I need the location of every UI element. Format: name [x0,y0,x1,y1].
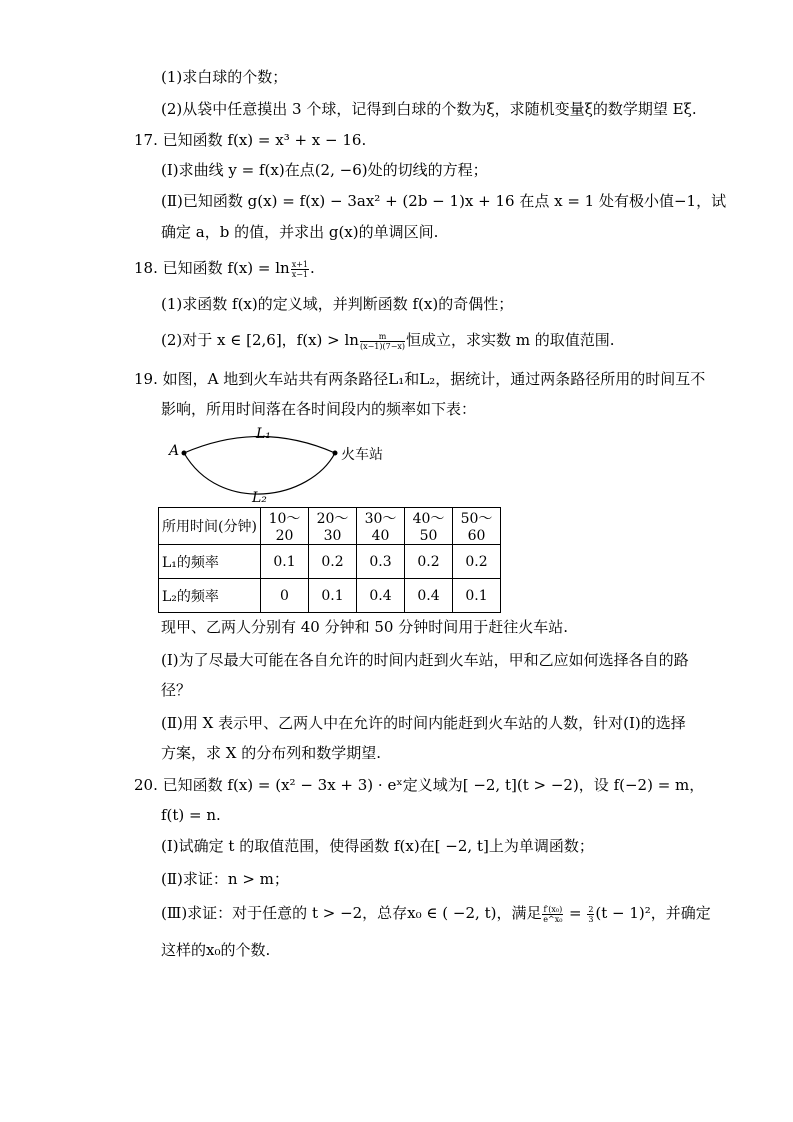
q18-frac-denominator: x−1 [291,269,308,279]
table-header-row [159,508,501,545]
q19-part1-line2: 径？ [161,681,192,699]
q17-part2-line2: 确定 a，b 的值，并求出 g(x)的单调区间. [161,223,439,241]
q18-part2-post: 恒成立，求实数 m 的取值范围. [406,331,615,349]
frequency-table [158,507,501,613]
q18-frac-numerator: x+1 [291,259,308,269]
table-row-label: L₁的频率 [159,545,261,579]
table-header-cell: 50～60 [453,508,501,545]
q20-part2: (Ⅱ)求证：n > m； [161,870,289,888]
q18-fraction [291,260,309,279]
q18-number: 18. [134,259,158,277]
q17-stem [134,130,366,150]
point-a-label: A [169,443,180,459]
table-cell: 0.4 [405,579,453,613]
table-cell: 0.4 [357,579,405,613]
q18-stem-post: . [310,259,315,277]
q20-part3-denominator: e^x₀ [543,914,563,924]
q18-stem [134,258,315,279]
q20-part3-line2: 这样的x₀的个数. [161,941,271,959]
q17-part2-line1: (Ⅱ)已知函数 g(x) = f(x) − 3ax² + (2b − 1)x + 16 在点 x = 1 处有极小值−1，试 [161,192,727,210]
q19-number: 19. [134,370,158,388]
station-label: 火车站 [341,447,383,463]
q20-part3-pre: (Ⅲ)求证：对于任意的 t > −2，总存x₀ ∈ ( −2, t)，满足 [161,904,542,922]
route-diagram-svg [160,420,420,510]
q20-part3-equals: = [564,904,587,922]
q18-stem-pre: 已知函数 f(x) = ln [162,259,290,277]
table-cell: 0.2 [309,545,357,579]
q19-stem-line2: 影响，所用时间落在各时间段内的频率如下表： [161,400,477,418]
q19-part2-line2: 方案，求 X 的分布列和数学期望. [161,744,381,762]
table-row [159,579,501,613]
q20-part3-line1 [161,903,711,924]
table-cell: 0.3 [357,545,405,579]
route-l1-label: L₁ [256,426,271,442]
q20-part3-fraction [542,905,563,924]
q20-number: 20. [134,776,158,794]
q20-stem-text: 已知函数 f(x) = (x² − 3x + 3) · eˣ定义域为[ −2, t](t > −2)，设 f(−2) = m， [162,776,705,794]
q18-part2-denominator: (x−1)(7−x) [359,341,406,351]
station-dot [333,451,338,456]
q20-part3-numerator: f′(x₀) [543,904,563,914]
q20-stem-line2: f(t) = n. [161,806,221,824]
q20-part3-numerator2: 2 [588,904,594,914]
q19-part2-line1: (Ⅱ)用 X 表示甲、乙两人中在允许的时间内能赶到火车站的人数，针对(Ⅰ)的选择 [161,714,686,732]
q17-part1: (Ⅰ)求曲线 y = f(x)在点(2, −6)处的切线的方程； [161,161,488,179]
q19-stem-text: 如图，A 地到火车站共有两条路径L₁和L₂，据统计，通过两条路径所用的时间互不 [162,370,706,388]
q18-part2-fraction [360,332,405,351]
q19-after-table: 现甲、乙两人分别有 40 分钟和 50 分钟时间用于赶往火车站. [161,618,569,636]
q16-part2: (2)从袋中任意摸出 3 个球，记得到白球的个数为ξ，求随机变量ξ的数学期望 Eξ. [161,100,697,118]
table-header-cell: 20～30 [309,508,357,545]
route-l2-label: L₂ [252,490,267,506]
q18-part2 [161,330,615,351]
q16-part1: (1)求白球的个数； [161,68,288,86]
q20-part3-post: (t − 1)²，并确定 [595,904,711,922]
table-cell: 0.1 [261,545,309,579]
table-cell: 0.1 [309,579,357,613]
route-diagram [160,420,420,510]
q17-number: 17. [134,131,158,149]
table-header-cell: 30～40 [357,508,405,545]
q17-stem-text: 已知函数 f(x) = x³ + x − 16. [162,131,367,149]
q20-part1: (Ⅰ)试确定 t 的取值范围，使得函数 f(x)在[ −2, t]上为单调函数； [161,837,594,855]
q18-part2-numerator: m [360,332,405,342]
q19-stem-line1 [134,369,705,389]
table-cell: 0.2 [453,545,501,579]
point-a-dot [182,451,187,456]
table-row-label: L₂的频率 [159,579,261,613]
table-header-cell: 40～50 [405,508,453,545]
table-header-cell: 所用时间(分钟) [159,508,261,545]
table-cell: 0.1 [453,579,501,613]
q18-part1: (1)求函数 f(x)的定义域，并判断函数 f(x)的奇偶性； [161,295,514,313]
table-row [159,545,501,579]
route-l2-path [184,453,335,494]
table-cell: 0 [261,579,309,613]
q18-part2-pre: (2)对于 x ∈ [2,6]，f(x) > ln [161,331,359,349]
q19-part1-line1: (Ⅰ)为了尽最大可能在各自允许的时间内赶到火车站，甲和乙应如何选择各自的路 [161,651,689,669]
q20-stem-line1 [134,775,704,795]
table-header-cell: 10～20 [261,508,309,545]
table-cell: 0.2 [405,545,453,579]
q20-part3-denominator2: 3 [588,914,594,924]
q20-part3-fraction2 [587,905,594,924]
